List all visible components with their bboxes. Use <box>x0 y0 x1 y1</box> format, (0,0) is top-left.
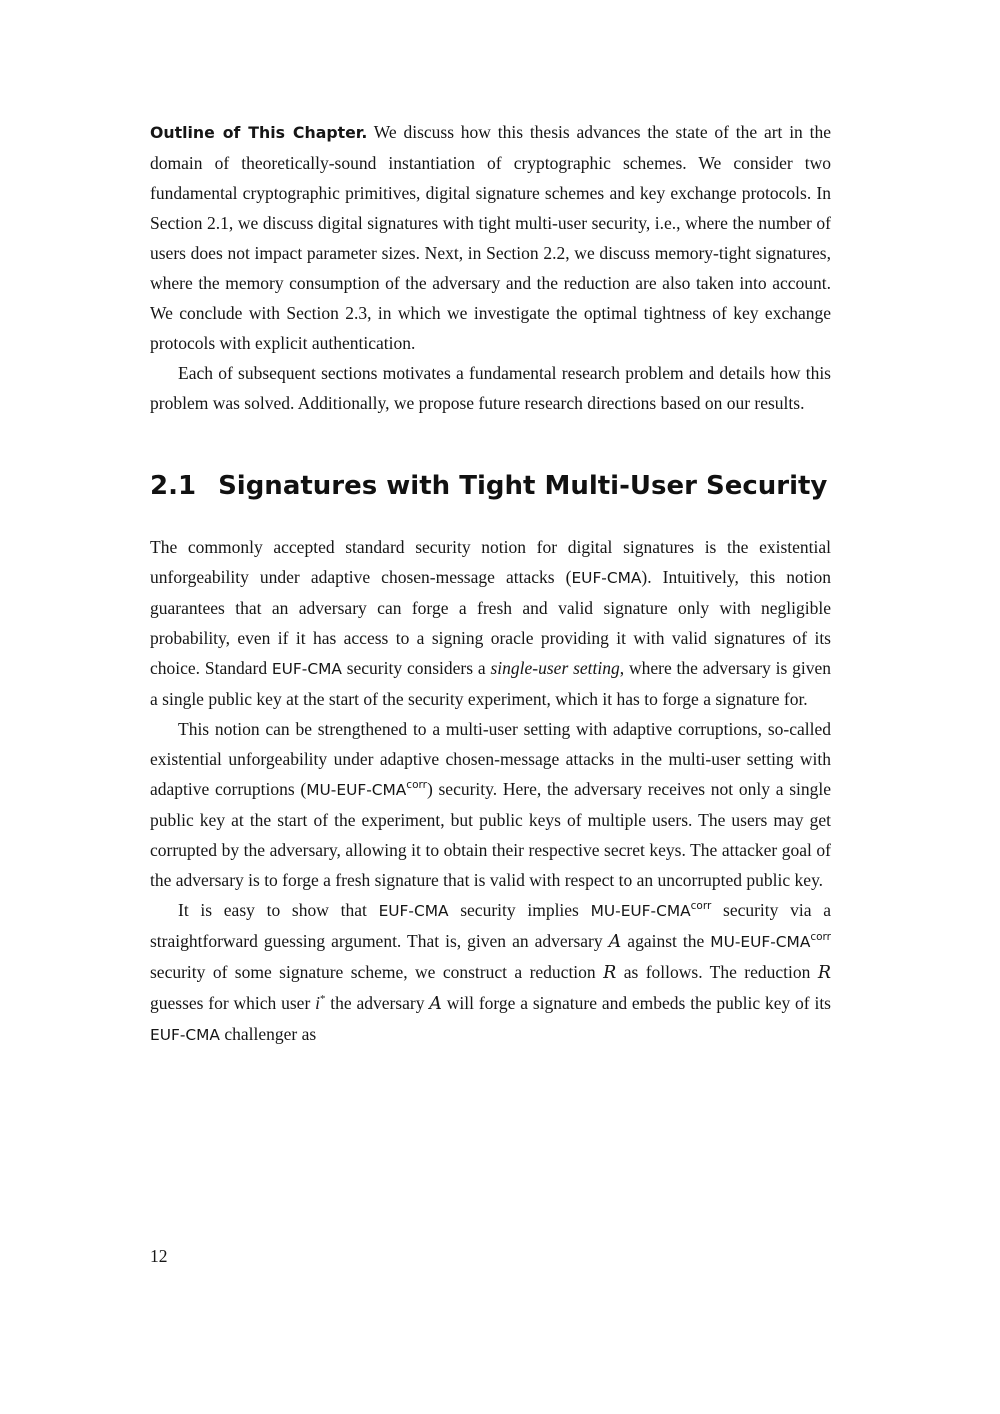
section-heading <box>150 470 831 502</box>
page-number: 12 <box>150 1246 168 1266</box>
text-segment: EUF-CMA <box>271 660 342 678</box>
text-segment: security implies <box>448 900 591 920</box>
text-segment: corr <box>690 900 712 913</box>
text-segment: i <box>315 993 320 1013</box>
text-segment: challenger as <box>219 1024 317 1044</box>
text-segment: security considers a <box>341 658 491 678</box>
text-segment: security via a straightforward guessing argument. That is, given an adversary <box>150 900 831 951</box>
paragraph-multiuser-security <box>150 714 831 895</box>
paragraph-guessing-argument <box>150 895 831 1050</box>
text-segment: corr <box>406 779 427 792</box>
text-segment: MU-EUF-CMA <box>590 902 691 920</box>
paragraph-outline-of-chapter <box>150 117 831 358</box>
text-segment: ) security. Here, the adversary receives not only a single public key at the start of the experiment, but public keys of multiple users. The users may get corrupted by the adversary, allowing it to obtain their respective secret keys. The attacker goal of the adversary is to forge a fresh signature that is valid with respect to an uncorrupted public key. <box>150 779 831 890</box>
text-segment: EUF-CMA <box>378 902 449 920</box>
text-segment: against the <box>621 931 711 951</box>
text-segment: as follows. The reduction <box>616 962 818 982</box>
text-segment: will forge a signature and embeds the public key of its <box>441 993 831 1013</box>
text-segment: This notion can be strengthened to a multi-user setting with adaptive corruptions, so-called existential unforgeability under adaptive chosen-message attacks in the multi-user setting with adaptive corruptions ( <box>150 719 831 799</box>
paragraph-eufcma-definition <box>150 532 831 714</box>
text-segment: single-user setting <box>490 658 620 678</box>
text-segment: EUF-CMA <box>150 1026 220 1044</box>
text-segment: R <box>817 963 831 983</box>
text-segment: security of some signature scheme, we construct a reduction <box>150 962 604 982</box>
text-segment: A <box>608 932 622 952</box>
text-segment: R <box>603 963 617 983</box>
text-segment: Outline of This Chapter. <box>150 123 368 142</box>
section-number: 2.1 <box>150 471 197 501</box>
text-segment: It is easy to show that <box>178 900 379 920</box>
text-segment: Each of subsequent sections motivates a fundamental research problem and details how this problem was solved. Additionally, we propose future research directions based on our results. <box>150 363 831 413</box>
section-title: Signatures with Tight Multi-User Security <box>218 471 828 501</box>
text-segment: EUF-CMA <box>571 569 642 587</box>
text-segment: A <box>429 994 442 1014</box>
text-segment: The commonly accepted standard security notion for digital signatures is the existential unforgeability under adaptive chosen-message attacks ( <box>150 537 831 587</box>
text-segment: MU-EUF-CMA <box>710 933 811 951</box>
text-segment: We discuss how this thesis advances the state of the art in the domain of theoretically-sound instantiation of cryptographic schemes. We consider two fundamental cryptographic primitives, digital signature schemes and key exchange protocols. In Section 2.1, we discuss digital signatures with tight multi-user security, i.e., where the number of users does not impact parameter sizes. Next, in Section 2.2, we discuss memory-tight signatures, where the memory consumption of the adversary and the reduction are also taken into account. We conclude with Section 2.3, in which we investigate the optimal tightness of key exchange protocols with explicit authentication. <box>150 122 831 353</box>
text-column <box>150 117 831 1050</box>
text-segment: MU-EUF-CMA <box>306 781 407 799</box>
text-segment: corr <box>810 931 831 944</box>
text-segment: , where the adversary is given a single public key at the start of the security experiment, which it has to forge a signature for. <box>150 658 832 709</box>
text-segment: * <box>319 993 326 1006</box>
paragraph-sections-overview <box>150 358 831 418</box>
text-segment: the adversary <box>325 993 430 1013</box>
text-segment: guesses for which user <box>150 993 316 1013</box>
text-segment: ). Intuitively, this notion guarantees that an adversary can forge a fresh and valid signature only with negligible probability, even if it has access to a signing oracle providing it with valid signatures of its choice. Standard <box>150 567 831 678</box>
